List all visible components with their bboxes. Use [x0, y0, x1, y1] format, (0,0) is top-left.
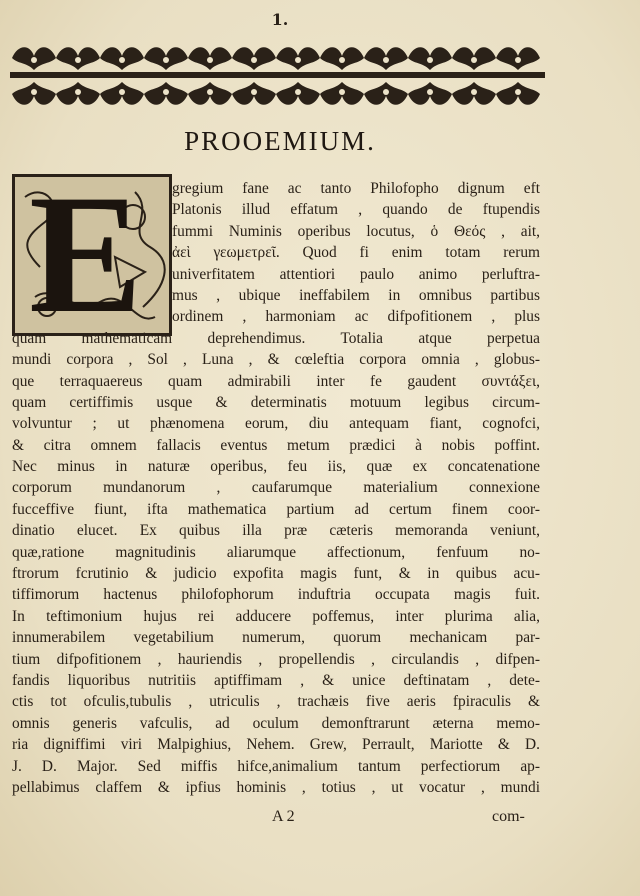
decorative-header-band — [10, 36, 545, 114]
signature-mark: A 2 — [272, 808, 295, 825]
text-line: ctis tot ofculis,tubulis , utriculis , trachæis five aeris fpiraculis & — [12, 693, 540, 711]
text-line: mundi corpora , Sol , Luna , & cœleftia corpora omnia , globus- — [12, 351, 540, 369]
text-line: tiffimorum hactenus philofophorum induftria occupata magis fuit. — [12, 586, 540, 604]
text-line: fucceffive fiunt, ifta mathematica partium ad certum finem coor- — [12, 500, 540, 518]
text-line: quam certiffimis usque & determinatis motuum legibus circum- — [12, 393, 540, 411]
text-line: mus , ubique ineffabilem in omnibus partibus — [172, 286, 540, 304]
text-line: fandis liquoribus nutritiis aptiffimam , & unice deftinatam , dete- — [12, 671, 540, 689]
text-line: que terraquaereus quam admirabili inter fe gaudent συντάξει, — [12, 372, 540, 390]
page-number: 1. — [271, 10, 289, 29]
text-line: ftrorum fcrutinio & judicio expofita magis funt, & in quibus acu- — [12, 565, 540, 583]
text-line: tium difpofitionem , hauriendis , propellendis , circulandis , difpen- — [12, 650, 540, 668]
text-line: gregium fane ac tanto Philofopho dignum eft — [172, 180, 540, 197]
text-line: ordinem , harmoniam ac difpofitionem , plus — [172, 308, 540, 326]
text-line: corporum mundanorum , caufarumque materialium connexione — [12, 479, 540, 497]
text-line: ἀεὶ γεωμετρεῖ. Quod fi enim totam rerum — [172, 244, 540, 262]
text-line: omnis generis vafculis, ad oculum demonftrarunt æterna memo- — [12, 714, 540, 732]
page-footer — [0, 808, 640, 832]
text-line: fummi Numinis operibus locutus, ὁ Θεός , ait, — [172, 222, 540, 240]
text-line: Platonis illud effatum , quando de ftupendis — [172, 201, 540, 219]
section-heading: PROOEMIUM. — [184, 126, 376, 156]
text-line: Nec minus in naturæ operibus, feu iis, quæ ex concatenatione — [12, 458, 540, 476]
text-line: J. D. Major. Sed miffis hifce,animalium tantum perfectiorum ap- — [12, 757, 540, 775]
body-text — [12, 178, 540, 798]
catchword: com- — [492, 808, 525, 825]
text-line: dinatio elucet. Ex quibus illa præ cæteris memoranda veniunt, — [12, 522, 540, 540]
text-line: quam mathematicam deprehendimus. Totalia atque perpetua — [12, 329, 540, 347]
text-line: quæ,ratione magnitudinis aliarumque affectionum, fenfuum no- — [12, 543, 540, 561]
text-line: innumerabilem vegetabilium numerum, quorum mechanicam par- — [12, 629, 540, 647]
text-line: volvuntur ; ut phænomena eorum, diu antequam fiant, cognofci, — [12, 415, 540, 433]
text-line: univerfitatem attentiori paulo animo perluftra- — [172, 265, 540, 283]
text-line: ria digniffimi viri Malpighius, Nehem. Grew, Perrault, Mariotte & D. — [12, 736, 540, 754]
text-line: In teftimonium hujus rei adducere poffemus, inter plurima alia, — [12, 607, 540, 625]
text-line: & citra omnem fallacis eventus metum prædici à nobis poffint. — [12, 436, 540, 454]
initial-letter: E — [29, 174, 143, 336]
text-line: pellabimus claffem & ipfius hominis , totius , ut vocatur , mundi — [12, 778, 540, 796]
